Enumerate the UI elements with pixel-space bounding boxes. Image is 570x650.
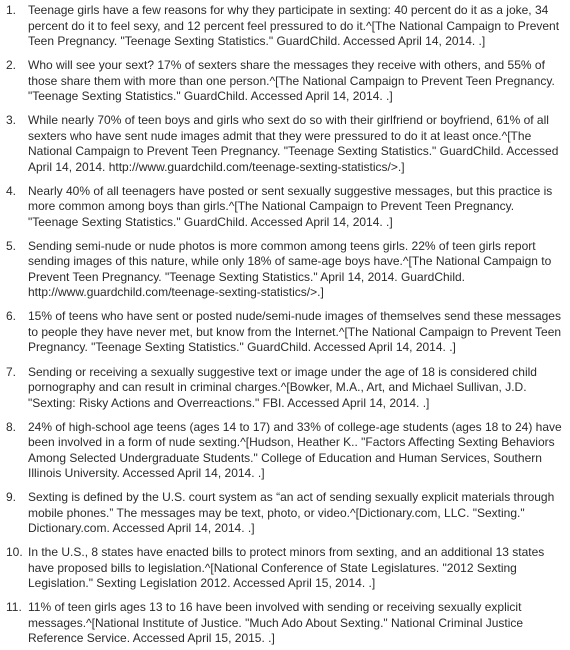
item-text: In the U.S., 8 states have enacted bills to protect minors from sexting, and an additional 13 states have proposed bills to legislation.^[National Conference of State Legislatures. "2012 Sexting Legislation." Sexting Legislation 2012. Accessed April 15, 2014. .] — [28, 545, 545, 591]
item-number: 5. — [6, 238, 17, 253]
item-text: Nearly 40% of all teenagers have posted or sent sexually suggestive messages, but this practice is more common among boys than girls.^[The National Campaign to Prevent Teen Pregnancy. "Teenage Sexting Statistics." GuardChild. Accessed April 14, 2014. .] — [28, 183, 553, 229]
item-text: Teenage girls have a few reasons for why they participate in sexting: 40 percent do it as a joke, 34 percent do it to feel sexy, and 12 percent feel pressured to do it.^[The National Campaign to Prevent Teen Pregnancy. "Teenage Sexting Statistics." GuardChild. Accessed April 14, 2014. .] — [28, 3, 560, 48]
item-number: 4. — [6, 183, 17, 198]
list-item — [6, 239, 564, 301]
list-item — [6, 113, 564, 175]
list-item — [6, 490, 564, 537]
item-number: 6. — [6, 309, 17, 324]
list-item — [6, 545, 564, 592]
list-item — [6, 58, 564, 105]
item-number: 7. — [6, 364, 17, 379]
list-item — [6, 365, 564, 412]
list-item — [6, 184, 564, 231]
item-text: 15% of teens who have sent or posted nude/semi-nude images of themselves send these messages to people they have never met, but know from the Internet.^[The National Campaign to Prevent Teen Pregnancy. "Teenage Sexting Statistics." GuardChild. Accessed April 14, 2014. .] — [28, 309, 562, 355]
item-text: Sexting is defined by the U.S. court system as “an act of sending sexually explicit materials through mobile phones.” The messages may be text, photo, or video.^[Dictionary.com, LLC. "Sexting." Dictionary.com. Accessed April 14, 2014. .] — [28, 490, 555, 536]
item-number: 1. — [6, 3, 17, 17]
item-number: 11. — [6, 600, 22, 615]
item-text: Sending semi-nude or nude photos is more common among teens girls. 22% of teen girls report sending images of this nature, while only 18% of same-age boys have.^[The National Campaign to Prevent Teen Pregnancy. "Teenage Sexting Statistics." April 14, 2014. GuardChild. http://www.guardchild.com/teenage-sexting-statistics/>.] — [28, 238, 552, 300]
list-item — [6, 3, 564, 50]
list-item — [6, 309, 564, 356]
item-number: 8. — [6, 419, 17, 434]
item-text: Who will see your sext? 17% of sexters share the messages they receive with others, and 55% of those share them with more than one person.^[The National Campaign to Prevent Teen Pregnancy. "Teenage Sexting Statistics." GuardChild. Accessed April 14, 2014. .] — [28, 58, 555, 104]
list-item — [6, 600, 564, 647]
item-number: 10. — [6, 545, 23, 560]
item-number: 2. — [6, 58, 17, 73]
item-text: 24% of high-school age teens (ages 14 to 17) and 33% of college-age students (ages 18 to 24) have been involved in a form of nude sexting.^[Hudson, Heather K.. "Factors Affecting Sexting Behaviors Among Selected Undergraduate Students." College of Education and Human Services, Southern Illinois University. Accessed April 14, 2014. .] — [28, 419, 562, 481]
item-text: 11% of teen girls ages 13 to 16 have been involved with sending or receiving sexually explicit messages.^[National Institute of Justice. "Much Ado About Sexting." National Criminal Justice Reference Service. Accessed April 15, 2015. .] — [28, 600, 524, 646]
item-text: While nearly 70% of teen boys and girls who sext do so with their girlfriend or boyfriend, 61% of all sexters who have sent nude images admit that they were pressured to do it at least once.^[The National Campaign to Prevent Teen Pregnancy. "Teenage Sexting Statistics." GuardChild. Accessed April 14, 2014. http://www.guardchild.com/teenage-sexting-statistics/>.] — [28, 113, 559, 174]
list-item — [6, 420, 564, 482]
item-number: 3. — [6, 113, 17, 128]
item-text: Sending or receiving a sexually suggestive text or image under the age of 18 is considered child pornography and can result in criminal charges.^[Bowker, M.A., Art, and Michael Sullivan, J.D. "Sexting: Risky Actions and Overreactions." FBI. Accessed April 14, 2014. .] — [28, 364, 537, 410]
item-number: 9. — [6, 490, 17, 505]
